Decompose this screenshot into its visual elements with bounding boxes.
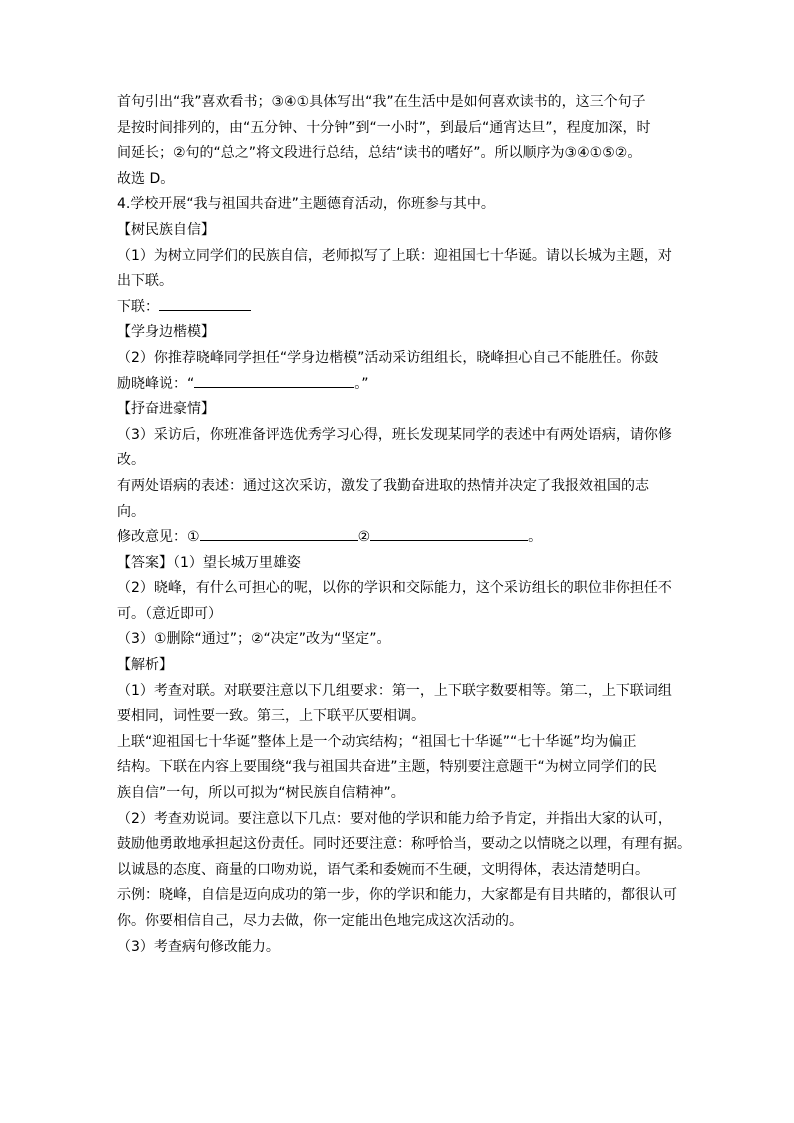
blank-prefix: 修改意见：① <box>117 529 200 546</box>
document-body <box>117 90 691 960</box>
question-line: 有两处语病的表述：通过这次采访，激发了我勤奋进取的热情并决定了我报效祖国的志 <box>117 477 649 494</box>
answer-blank-line <box>117 525 687 551</box>
blank-marker: ② <box>357 529 371 546</box>
question-line: 改。 <box>117 452 145 469</box>
analysis-line: 鼓励他勇敢地承担起这份责任。同时还要注意：称呼恰当，要动之以情晓之以理，有理有据。 <box>117 836 691 853</box>
analysis-line: 你。你要相信自己，尽力去做，你一定能出色地完成这次活动的。 <box>117 913 523 929</box>
blank-prefix: 励晓峰说：“ <box>117 375 195 392</box>
question-line: （2）你推荐晓峰同学担任“学身边楷模”活动采访组组长，晓峰担心自己不能胜任。你鼓 <box>117 349 659 366</box>
blank-suffix: 。 <box>528 529 543 546</box>
paragraph-line: 故选 D。 <box>117 170 175 187</box>
analysis-heading: 【解析】 <box>117 657 173 674</box>
blank-label: 下联： <box>117 298 159 315</box>
answer-blank[interactable] <box>194 373 354 388</box>
analysis-line: 上联“迎祖国七十华诞”整体上是一个动宾结构；“祖国七十华诞”“七十华诞”均为偏正 <box>117 733 637 750</box>
analysis-line: 以诚恳的态度、商量的口吻劝说，语气柔和委婉而不生硬，文明得体，表达清楚明白。 <box>117 861 649 878</box>
analysis-line: （3）考查病句修改能力。 <box>117 938 280 955</box>
paragraph-line: 间延长；②句的“总之”将文段进行总结，总结“读书的嗜好”。所以顺序为③④①⑤②。 <box>117 145 642 162</box>
paragraph-line: 首句引出“我”喜欢看书；③④①具体写出“我”在生活中是如何喜欢读书的，这三个句子 <box>117 94 646 110</box>
analysis-line: 示例：晓峰，自信是迈向成功的第一步，你的学识和能力，大家都是有目共睹的，都很认可 <box>117 887 677 904</box>
question-line: （3）采访后，你班准备评选优秀学习心得，班长发现某同学的表述中有两处语病，请你修 <box>117 426 672 443</box>
answer-blank-line <box>117 295 687 321</box>
answer-blank[interactable] <box>370 526 528 541</box>
answer-blank[interactable] <box>200 526 358 541</box>
analysis-line: （1）考查对联。对联要注意以下几组要求：第一，上下联字数要相等。第二，上下联词组 <box>117 682 672 699</box>
answer-text: （1）望长城万里雄姿 <box>173 554 301 571</box>
question-line: 向。 <box>117 503 145 520</box>
answer-line: （3）①删除“通过”；②“决定”改为“坚定”。 <box>117 631 391 648</box>
answer-line <box>117 551 687 577</box>
answer-blank[interactable] <box>159 296 251 311</box>
question-title: 4.学校开展“我与祖国共奋进”主题德育活动，你班参与其中。 <box>117 196 495 213</box>
analysis-line: 族自信”一句，所以可拟为“树民族自信精神”。 <box>117 785 405 802</box>
blank-suffix: 。” <box>354 375 369 392</box>
analysis-line: （2）考查劝说词。要注意以下几点：要对他的学识和能力给予肯定，并指出大家的认可， <box>117 810 672 827</box>
answer-blank-line <box>117 372 687 398</box>
answer-heading: 【答案】 <box>117 554 173 571</box>
section-heading: 【树民族自信】 <box>117 221 215 238</box>
paragraph-line: 是按时间排列的，由“五分钟、十分钟”到“一小时”，到最后“通宵达旦”，程度加深，时 <box>117 119 651 136</box>
question-line: 出下联。 <box>117 273 173 290</box>
analysis-line: 结构。下联在内容上要围绕“我与祖国共奋进”主题，特别要注意题干“为树立同学们的民 <box>117 759 657 776</box>
section-heading: 【抒奋进豪情】 <box>117 401 215 418</box>
question-line: （1）为树立同学们的民族自信，老师拟写了上联：迎祖国七十华诞。请以长城为主题，对 <box>117 247 672 264</box>
answer-line: 可。（意近即可） <box>117 605 222 622</box>
analysis-line: 要相同，词性要一致。第三，上下联平仄要相调。 <box>117 708 425 725</box>
answer-line: （2）晓峰，有什么可担心的呢，以你的学识和交际能力，这个采访组长的职位非你担任不 <box>117 580 672 597</box>
section-heading: 【学身边楷模】 <box>117 324 215 341</box>
